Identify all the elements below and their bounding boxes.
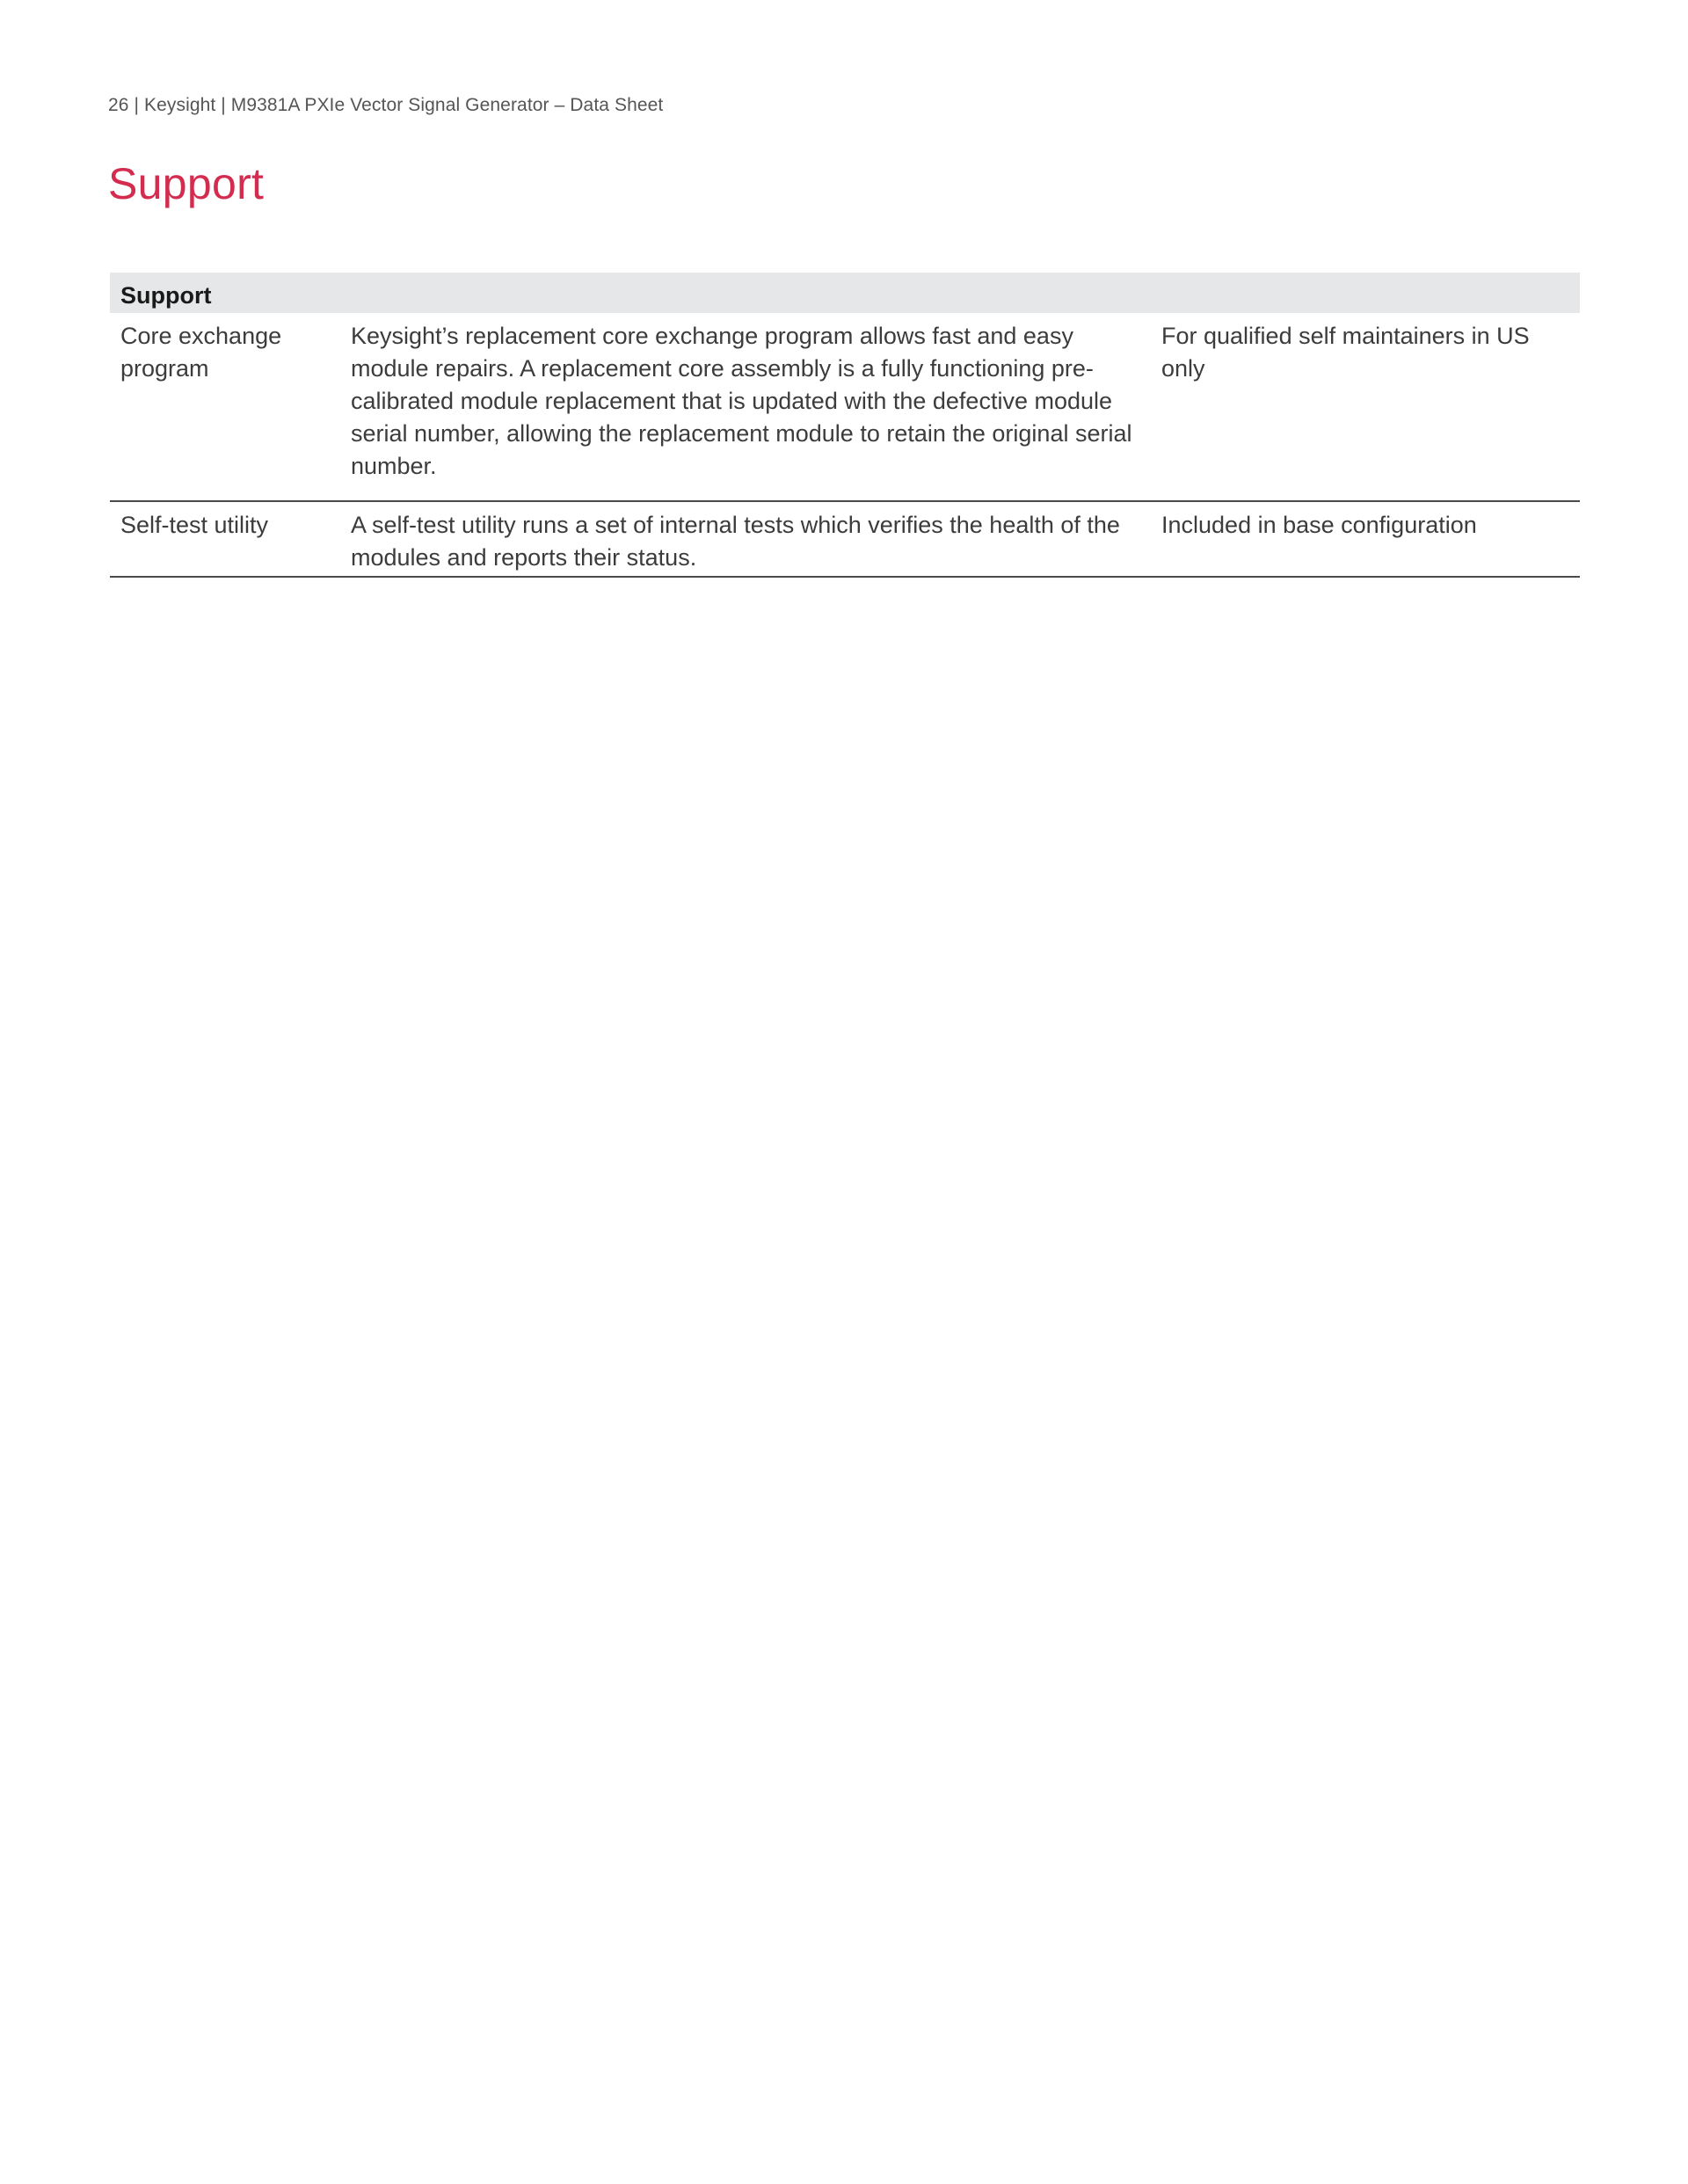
availability-cell: For qualified self maintainers in US only [1151, 313, 1580, 501]
table-row [110, 313, 1580, 501]
table-header-label: Support [110, 273, 1580, 313]
description-cell: Keysight’s replacement core exchange program allows fast and easy module repairs. A replacement core assembly is a fully functioning pre-calibrated module replacement that is updated with the defective module serial number, allowing the replacement module to retain the original serial number. [347, 313, 1151, 501]
feature-cell: Self-test utility [110, 501, 347, 577]
availability-cell: Included in base configuration [1151, 501, 1580, 577]
section-title: Support [108, 159, 265, 208]
feature-cell: Core exchange program [110, 313, 347, 501]
table-header-row [110, 273, 1580, 313]
page-running-header: 26 | Keysight | M9381A PXIe Vector Signal Generator – Data Sheet [108, 95, 664, 115]
support-table [110, 273, 1580, 578]
support-table-body [110, 313, 1580, 577]
support-table-header [110, 273, 1580, 313]
description-cell: A self-test utility runs a set of internal tests which verifies the health of the modules and reports their status. [347, 501, 1151, 577]
table-row [110, 501, 1580, 577]
